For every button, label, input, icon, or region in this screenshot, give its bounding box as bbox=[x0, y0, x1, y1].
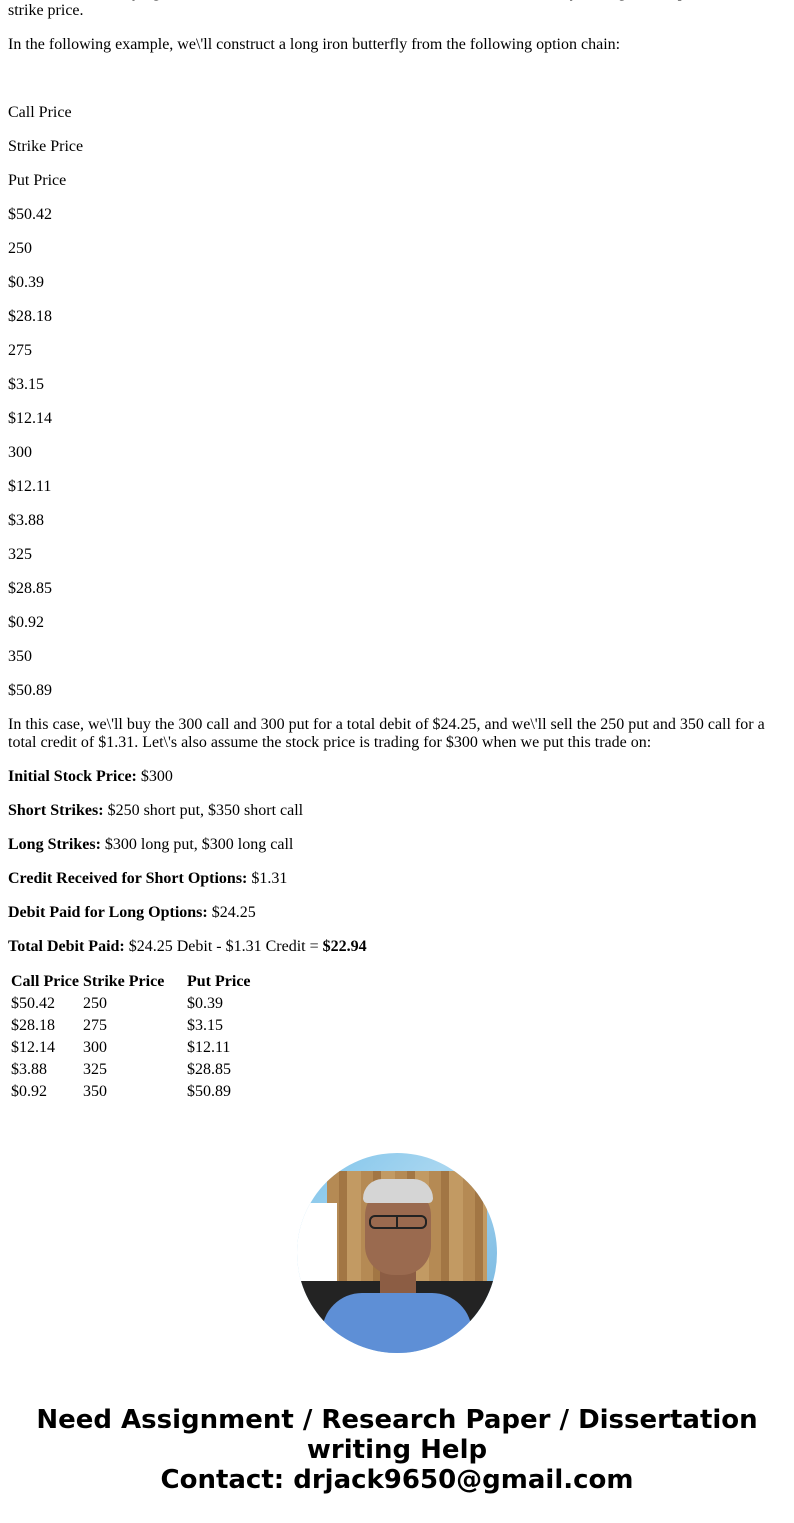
option-chain-table bbox=[8, 970, 254, 1104]
table-row bbox=[10, 1060, 252, 1080]
cell-strike-price: 350 bbox=[83, 1083, 107, 1100]
cell-call-price: $12.14 bbox=[11, 1039, 55, 1056]
chain-item: 350 bbox=[8, 648, 32, 665]
detail-value: $1.31 bbox=[247, 870, 288, 887]
cell-strike-price: 325 bbox=[83, 1061, 107, 1078]
spacer bbox=[8, 70, 778, 104]
banner-line-2: writing Help bbox=[306, 1435, 488, 1465]
detail-label: Credit Received for Short Options: bbox=[8, 870, 248, 887]
chain-item: 275 bbox=[8, 342, 32, 359]
detail-value: $300 bbox=[136, 768, 173, 785]
chain-item: 250 bbox=[8, 240, 32, 257]
chain-item: $3.15 bbox=[8, 376, 44, 393]
chain-item: $3.88 bbox=[8, 512, 44, 529]
total-value: $24.25 Debit - $1.31 Credit = bbox=[124, 938, 323, 955]
table-header-row bbox=[10, 972, 252, 992]
chain-item: $28.85 bbox=[8, 580, 52, 597]
table-row bbox=[10, 994, 252, 1014]
chain-item: $28.18 bbox=[8, 308, 52, 325]
detail-label: Long Strikes: bbox=[8, 836, 101, 853]
chain-item: $12.11 bbox=[8, 478, 52, 495]
cell-put-price: $28.85 bbox=[187, 1061, 231, 1078]
chain-item: $50.42 bbox=[8, 206, 52, 223]
detail-label: Initial Stock Price: bbox=[8, 768, 137, 785]
detail-debit-paid bbox=[8, 904, 778, 922]
chain-item: $50.89 bbox=[8, 682, 52, 699]
table-row bbox=[10, 1082, 252, 1102]
option-chain-list bbox=[8, 104, 778, 700]
author-avatar bbox=[297, 1153, 497, 1353]
detail-value: $250 short put, $350 short call bbox=[103, 802, 304, 819]
cell-put-price: $0.39 bbox=[187, 995, 223, 1012]
trade-paragraph: In this case, we\'ll buy the 300 call and 300 put for a total debit of $24.25, and we\'ll sell the 250 put and 350 call for a total credit of $1.31. Let\'s also assume the stock price is trading for $300 when we put this trade on: bbox=[8, 716, 765, 751]
total-label: Total Debit Paid: bbox=[8, 938, 125, 955]
contact-banner bbox=[0, 1405, 794, 1495]
chain-item: Strike Price bbox=[8, 138, 84, 155]
total-debit-paid bbox=[8, 938, 778, 956]
example-paragraph: In the following example, we\'ll construct a long iron butterfly from the following option chain: bbox=[8, 36, 621, 53]
chain-item: $12.14 bbox=[8, 410, 52, 427]
detail-initial-stock-price bbox=[8, 768, 778, 786]
cell-put-price: $12.11 bbox=[187, 1039, 231, 1056]
banner-line-1: Need Assignment / Research Paper / Dissertation bbox=[36, 1405, 758, 1435]
cell-put-price: $3.15 bbox=[187, 1017, 223, 1034]
cell-call-price: $3.88 bbox=[11, 1061, 47, 1078]
header-call-price: Call Price bbox=[11, 973, 79, 990]
detail-label: Short Strikes: bbox=[8, 802, 104, 819]
chain-item: $0.39 bbox=[8, 274, 44, 291]
cell-call-price: $0.92 bbox=[11, 1083, 47, 1100]
detail-long-strikes bbox=[8, 836, 778, 854]
avatar-shirt bbox=[322, 1293, 472, 1353]
banner-contact[interactable]: Contact: drjack9650@gmail.com bbox=[160, 1465, 634, 1495]
chain-item: Put Price bbox=[8, 172, 67, 189]
intro-paragraph: strike price. bbox=[8, 2, 84, 19]
cell-put-price: $50.89 bbox=[187, 1083, 231, 1100]
detail-label: Debit Paid for Long Options: bbox=[8, 904, 208, 921]
glasses-icon bbox=[369, 1215, 427, 1229]
cell-strike-price: 275 bbox=[83, 1017, 107, 1034]
avatar-hair bbox=[363, 1179, 433, 1203]
detail-value: $300 long put, $300 long call bbox=[100, 836, 294, 853]
article-content bbox=[8, 0, 778, 1104]
background-wall bbox=[297, 1203, 337, 1293]
header-put-price: Put Price bbox=[187, 973, 251, 990]
detail-short-strikes bbox=[8, 802, 778, 820]
chain-item: 325 bbox=[8, 546, 32, 563]
header-strike-price: Strike Price bbox=[83, 973, 165, 990]
cell-call-price: $28.18 bbox=[11, 1017, 55, 1034]
detail-value: $24.25 bbox=[207, 904, 256, 921]
table-row bbox=[10, 1038, 252, 1058]
chain-item: $0.92 bbox=[8, 614, 44, 631]
chain-item: 300 bbox=[8, 444, 32, 461]
table-row bbox=[10, 1016, 252, 1036]
cell-call-price: $50.42 bbox=[11, 995, 55, 1012]
total-result: $22.94 bbox=[322, 938, 367, 955]
chain-item: Call Price bbox=[8, 104, 72, 121]
cell-strike-price: 300 bbox=[83, 1039, 107, 1056]
cell-strike-price: 250 bbox=[83, 995, 107, 1012]
detail-credit-received bbox=[8, 870, 778, 888]
